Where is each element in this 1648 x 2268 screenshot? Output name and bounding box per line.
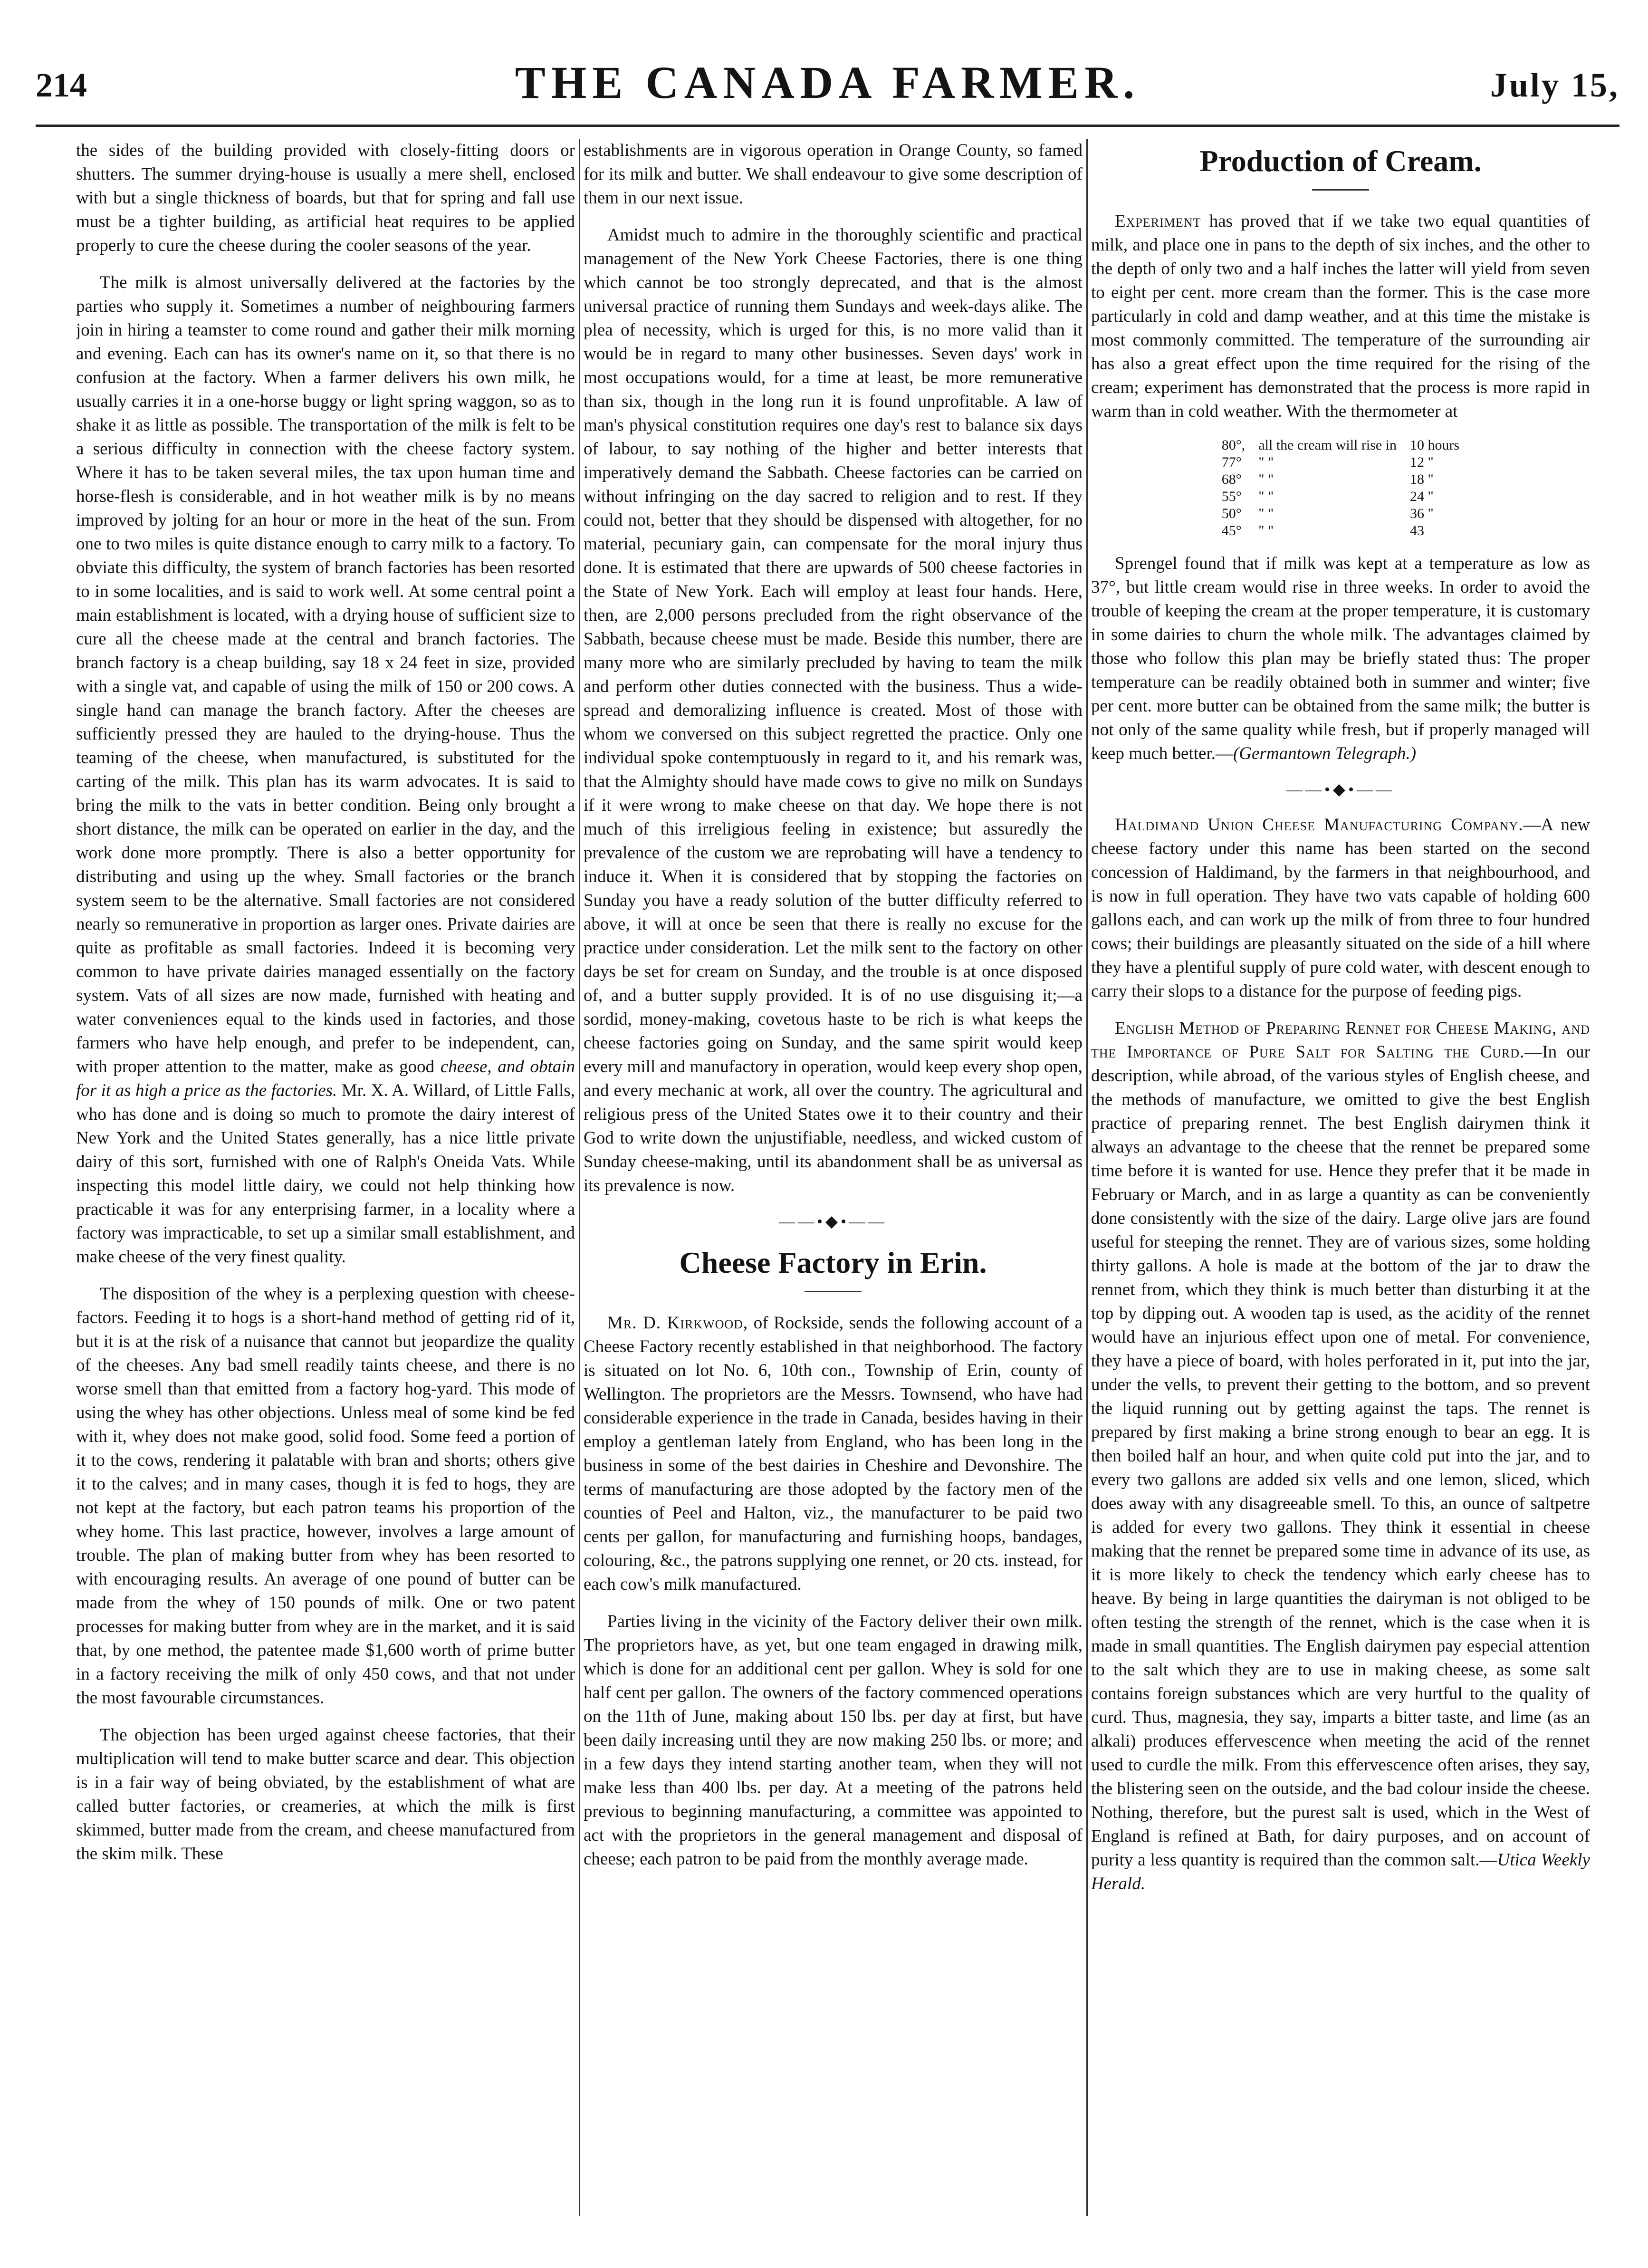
column-divider bbox=[579, 139, 580, 2216]
source-credit: Utica Weekly Herald. bbox=[1091, 1850, 1590, 1893]
masthead-title: THE CANADA FARMER. bbox=[515, 57, 1140, 108]
title-rule bbox=[805, 1291, 862, 1292]
paragraph: establishments are in vigorous operation in Orange County, so famed for its milk and butter. We shall endeavour to give some description of them in our next issue. bbox=[584, 141, 1083, 208]
table-row bbox=[1215, 454, 1466, 471]
paragraph-text: has proved that if we take two equal quantities of milk, and place one in pans to the depth of six inches, and the other to the depth of only two and a half inches the latter will yield from seven to eight per cent. more cream than the former. This is the case more particularly in cold and damp weather, and at this time the mistake is most commonly committed. The temperature of the surrounding air has also a great effect upon the time required for the rising of the cream; experiment has demonstrated that the process is more rapid in warm than in cold weather. With the thermometer at bbox=[1091, 211, 1590, 421]
column-2 bbox=[584, 139, 1083, 2216]
lead-in: Haldimand Union Cheese Manufacturing Company. bbox=[1115, 815, 1523, 835]
paragraph bbox=[76, 271, 575, 1269]
issue-date: July 15, bbox=[1490, 66, 1619, 104]
table-cell: 77° bbox=[1221, 454, 1242, 470]
page-header bbox=[36, 56, 1619, 127]
table-row bbox=[1215, 522, 1466, 539]
table-cell: " " bbox=[1258, 506, 1274, 521]
table-cell: 10 hours bbox=[1410, 437, 1460, 453]
paragraph bbox=[584, 1311, 1083, 1596]
table-cell: " " bbox=[1258, 523, 1274, 538]
paragraph-text: of Rockside, sends the following account of a Cheese Factory recently established in that neighborhood. The factory is situated on lot No. 6, 10th con., Township of Erin, county of Wellington. The proprietors are the Messrs. Townsend, who have had considerable experience in the trade in Canada, besides having in their employ a gentleman lately from England, who has been long in the business in some of the best dairies in Cheshire and Devonshire. The terms of manufacturing are those adopted by the factory men of the counties of Peel and Halton, viz., the manufacturer to be paid two cents per gallon, for manufacturing and furnishing hoops, bandages, colouring, &c., the patrons supplying one rennet, or 20 cts. instead, for each cow's milk manufactured. bbox=[584, 1313, 1083, 1594]
table-cell: 36 " bbox=[1410, 506, 1434, 521]
column-1 bbox=[76, 139, 575, 2216]
paragraph-text: Mr. X. A. Willard, of Little Falls, who has done and is doing so much to promote the dairy interest of New York and the United States generally, has a nice little private dairy of this sort, furnished with one of Ralph's Oneida Vats. While inspecting this model little dairy, we could not help thinking how practicable it was for any enterprising farmer, in a locality where a factory was impracticable, to set up a similar small establishment, and make cheese of the very finest quality. bbox=[76, 1081, 575, 1267]
table-cell: 18 " bbox=[1410, 471, 1434, 487]
paragraph bbox=[1091, 210, 1590, 423]
table-cell: all the cream will rise in bbox=[1258, 437, 1397, 453]
table-cell: 55° bbox=[1221, 489, 1242, 504]
italic-text: cheese, and obtain for it as high a price as the factories. bbox=[76, 1057, 575, 1100]
column-divider bbox=[1086, 139, 1088, 2216]
table-row bbox=[1215, 505, 1466, 522]
table-row bbox=[1215, 488, 1466, 505]
paragraph: Amidst much to admire in the thoroughly scientific and practical management of the New York Cheese Factories, there is one thing which cannot be too strongly deprecated, and that is the almost universal practice of running them Sundays and week-days alike. The plea of necessity, which is urged for this, is no more valid than it would be in regard to many other businesses. Seven days' work in most occupations would, for a time at least, be more remunerative than six, though in the long run it is found unprofitable. A law of man's physical constitution requires one day's rest to balance six days of labour, to say nothing of the higher and better interests that imperatively demand the Sabbath. Cheese factories can be carried on without infringing on the day sacred to religion and to rest. If they could not, better that they should be dispensed with altogether, for no material, pecuniary gain, can compensate for the moral injury thus done. It is estimated that there are upwards of 500 cheese factories in the State of New York. Each will employ at least four hands. Here, then, are 2,000 persons precluded from the right observance of the Sabbath, because cheese must be made. Beside this number, there are many more who are similarly precluded by having to team the milk and perform other duties connected with the business. Thus a wide-spread and demoralizing influence is created. Most of those with whom we conversed on this subject regretted the practice. Only one individual spoke contemptuously in regard to it, and his remark was, that the Almighty should have made cows to give no milk on Sundays if it were wrong to make cheese on that day. We hope there is not much of this irreligious feeling in existence; but assuredly the prevalence of the custom we are reprobating will have a tendency to induce it. When it is considered that by stopping the factories on Sunday you have a ready solution of the butter difficulty referred to above, it will at once be seen that there is really no excuse for the practice under consideration. Let the milk sent to the factory on other days be set for cream on Sunday, and the trouble is at once disposed of, and a butter supply provided. It is of no use disguising it;—a sordid, money-making, covetous haste to be rich is what keeps the cheese factories going on Sunday, and the same spirit would keep every mill and manufactory in operation, would keep every shop open, and every mechanic at work, all over the country. The agricultural and religious press of the United States owe it to their country and their God to write down the unjustifiable, needless, and wicked custom of Sunday cheese-making, until its abandonment shall be as universal as its prevalence is now. bbox=[584, 225, 1083, 1195]
table-cell: 45° bbox=[1221, 523, 1242, 538]
lead-in: Experiment bbox=[1115, 211, 1201, 231]
table-cell: 12 " bbox=[1410, 454, 1434, 470]
paragraph: The disposition of the whey is a perplexing question with cheese-factors. Feeding it to hogs is a short-hand method of getting rid of it, but it is at the risk of a nuisance that cannot but jeopardize the quality of the cheeses. Any bad smell readily taints cheese, and there is no worse smell than that emitted from a factory hog-yard. This mode of using the whey has other objections. Unless meal of some kind be fed with it, whey does not make good, solid food. Some feed a portion of it to the cows, rendering it palatable with bran and shorts; others give it to the calves; and in many cases, though it is fed to hogs, they are not kept at the factory, but each patron teams his proportion of the whey home. This last practice, however, involves a large amount of trouble. The plan of making butter from whey has been resorted to with encouraging results. An average of one pound of butter can be made from the whey of 150 pounds of milk. One or two patent processes for making butter from whey are in the market, and it is said that, by one method, the patentee made $1,600 worth of prime butter in a factory receiving the milk of only 450 cows, and that not under the most favourable circumstances. bbox=[76, 1284, 575, 1708]
article-title-erin: Cheese Factory in Erin. bbox=[679, 1246, 987, 1279]
section-ornament: ——•◆•—— bbox=[779, 1213, 887, 1230]
lead-in: Mr. D. Kirkwood, bbox=[607, 1313, 748, 1333]
paragraph-text: The milk is almost universally delivered at the factories by the parties who supply it. Sometimes a number of neighbouring farmers join in hiring a teamster to come round and gather their milk morning and evening. Each can has its owner's name on it, so that there is no confusion at the factory. When a farmer delivers his own milk, he usually carries it in a one-horse buggy or light spring waggon, so as to shake it as little as possible. The transportation of the milk is felt to be a serious difficulty in connection with the cheese factory system. Where it has to be taken several miles, the tax upon human time and horse-flesh is considerable, and in hot weather milk is by no means improved by jolting for an hour or more in the heat of the sun. From one to two miles is quite distance enough to carry milk to a factory. To obviate this difficulty, the system of branch factories has been resorted to in some localities, and is said to work well. At some central point a main establishment is located, with a drying house of sufficient size to cure all the cheese made at the central and branch factories. The branch factory is a cheap building, say 18 x 24 feet in size, provided with a single vat, and capable of using the milk of 150 or 200 cows. A single hand can manage the branch factory. After the cheeses are sufficiently pressed they are hauled to the drying-house. Thus the teaming of the cheese, when manufactured, is substituted for the carting of the milk. This plan has its warm advocates. It is said to bring the milk to the vats in better condition. Being only brought a short distance, the milk can be operated on earlier in the day, and the work done more promptly. There is also a better opportunity for distributing and using up the whey. Small factories or the branch system seem to be the alternative. Small factories are not considered nearly so remunerative in proportion as larger ones. Private dairies are quite as profitable as small factories. Indeed it is becoming very common to have private dairies managed essentially on the factory system. Vats of all sizes are now made, furnished with heating and water conveniences equal to the kinds used in factories, and those farmers who have help enough, and prefer to be independent, can, with proper attention to the matter, make as good bbox=[76, 273, 575, 1076]
table-cell: 50° bbox=[1221, 506, 1242, 521]
article-title-cream: Production of Cream. bbox=[1199, 144, 1482, 178]
table-cell: 80°, bbox=[1221, 437, 1246, 453]
title-rule bbox=[1312, 189, 1369, 191]
table-cell: 24 " bbox=[1410, 489, 1434, 504]
table-cell: " " bbox=[1258, 471, 1274, 487]
table-row bbox=[1215, 437, 1466, 454]
table-cell: 43 bbox=[1410, 523, 1425, 538]
paragraph: Parties living in the vicinity of the Factory deliver their own milk. The proprietors have, as yet, but one team engaged in drawing milk, which is done for an additional cent per gallon. Whey is sold for one half cent per gallon. The owners of the factory commenced operations on the 11th of June, making about 150 lbs. per day at first, but have been daily increasing until they are now making 250 lbs. or more; and in a few days they intend starting another team, when they will not make less than 400 lbs. per day. At a meeting of the patrons held previous to beginning manufacturing, a committee was appointed to act with the proprietors in the general management and disposal of cheese; each patron to be paid from the monthly average made. bbox=[584, 1612, 1083, 1869]
paragraph bbox=[1091, 552, 1590, 766]
column-3 bbox=[1091, 139, 1590, 2216]
table-cell: 68° bbox=[1221, 471, 1242, 487]
table-row bbox=[1215, 471, 1466, 488]
table-cell: " " bbox=[1258, 454, 1274, 470]
paragraph-text: —In our description, while abroad, of the various styles of English cheese, and the methods of manufacture, we omitted to give the best English practice of preparing rennet. The best English dairymen think it always an advantage to the cheese that the rennet be prepared some time before it is wanted for use. Hence they prefer that it be made in February or March, and in as large a quantity as can be conveniently done consistently with the size of the dairy. Large olive jars are found useful for steeping the rennet. They are of various sizes, some holding thirty gallons. A hole is made at the bottom of the jar to draw the rennet from, which they think is much better than disturbing it at the top by dipping out. A wooden tap is used, as the acidity of the rennet would have an injurious effect upon one of metal. For convenience, they have a piece of board, with holes perforated in it, put into the jar, under the vells, to prevent their getting to the bottom, and so prevent the liquid running out by getting against the taps. The rennet is prepared by first making a brine strong enough to bear an egg. It is then boiled half an hour, and when quite cold put into the jar, and to every two gallons are added six vells and one lemon, sliced, which does away with any disagreeable smell. To this, an ounce of saltpetre is added for every two gallons. They think it essential in cheese making that the rennet be prepared some time in advance of its use, as it is more likely to check the tendency which early cheese has to heave. By being in large quantities the dairyman is not obliged to be often testing the strength of the rennet, which is the case when it is made in small quantities. The English dairymen pay especial attention to the salt which they are to use in making cheese, as some salt contains foreign substances which are very hurtful to the quality of curd. Thus, magnesia, they say, imparts a bitter taste, and lime (as an alkali) produces effervescence when meeting the acid of the rennet used to curdle the milk. From this effervescence often arises, they say, the blistering seen on the outside, and the bad colour inside the cheese. Nothing, therefore, but the purest salt is used, which in the West of England is refined at Bath, for dairy purposes, and on account of purity a less quantity is required than the common salt.— bbox=[1091, 1042, 1590, 1870]
paragraph: The objection has been urged against cheese factories, that their multiplication will tend to make butter scarce and dear. This objection is in a fair way of being obviated, by the establishment of what are called butter factories, or creameries, at which the milk is first skimmed, butter made from the cream, and cheese manufactured from the skim milk. These bbox=[76, 1725, 575, 1864]
table-cell: " " bbox=[1258, 489, 1274, 504]
paragraph bbox=[1091, 813, 1590, 1003]
header-rule bbox=[36, 125, 1619, 127]
paragraph-text: —A new cheese factory under this name has been started on the second concession of Haldimand, by the farmers in that neighbourhood, and is now in full operation. They have two vats capable of holding 600 gallons each, and can work up the milk of from three to four hundred cows; their buildings are pleasantly situated on the side of a hill where they have a plentiful supply of pure cold water, with descent enough to carry their slops to a distance for the purpose of feeding pigs. bbox=[1091, 815, 1590, 1001]
temperature-table bbox=[1215, 437, 1466, 539]
section-ornament: ——•◆•—— bbox=[1286, 781, 1395, 798]
lead-in: English Method of Preparing Rennet for Cheese Making, and the Importance of Pure Salt for Salting the Curd. bbox=[1091, 1019, 1590, 1062]
paragraph bbox=[1091, 1017, 1590, 1896]
paragraph: the sides of the building provided with closely-fitting doors or shutters. The summer drying-house is usually a mere shell, enclosed with but a single thickness of boards, but that for spring and fall use must be a tighter building, as artificial heat requires to be applied properly to cure the cheese during the cooler seasons of the year. bbox=[76, 141, 575, 255]
source-credit: (Germantown Telegraph.) bbox=[1233, 744, 1417, 763]
page-number: 214 bbox=[36, 66, 87, 104]
paragraph-text: Sprengel found that if milk was kept at a temperature as low as 37°, but little cream would rise in three weeks. In order to avoid the trouble of keeping the cream at the proper temperature, it is customary in some dairies to churn the whole milk. The advantages claimed by those who follow this plan may be briefly stated thus: The proper temperature can be readily obtained both in summer and winter; five per cent. more butter can be obtained from the same milk; the butter is not only of the same quality while fresh, but if properly managed will keep much better.— bbox=[1091, 554, 1590, 763]
